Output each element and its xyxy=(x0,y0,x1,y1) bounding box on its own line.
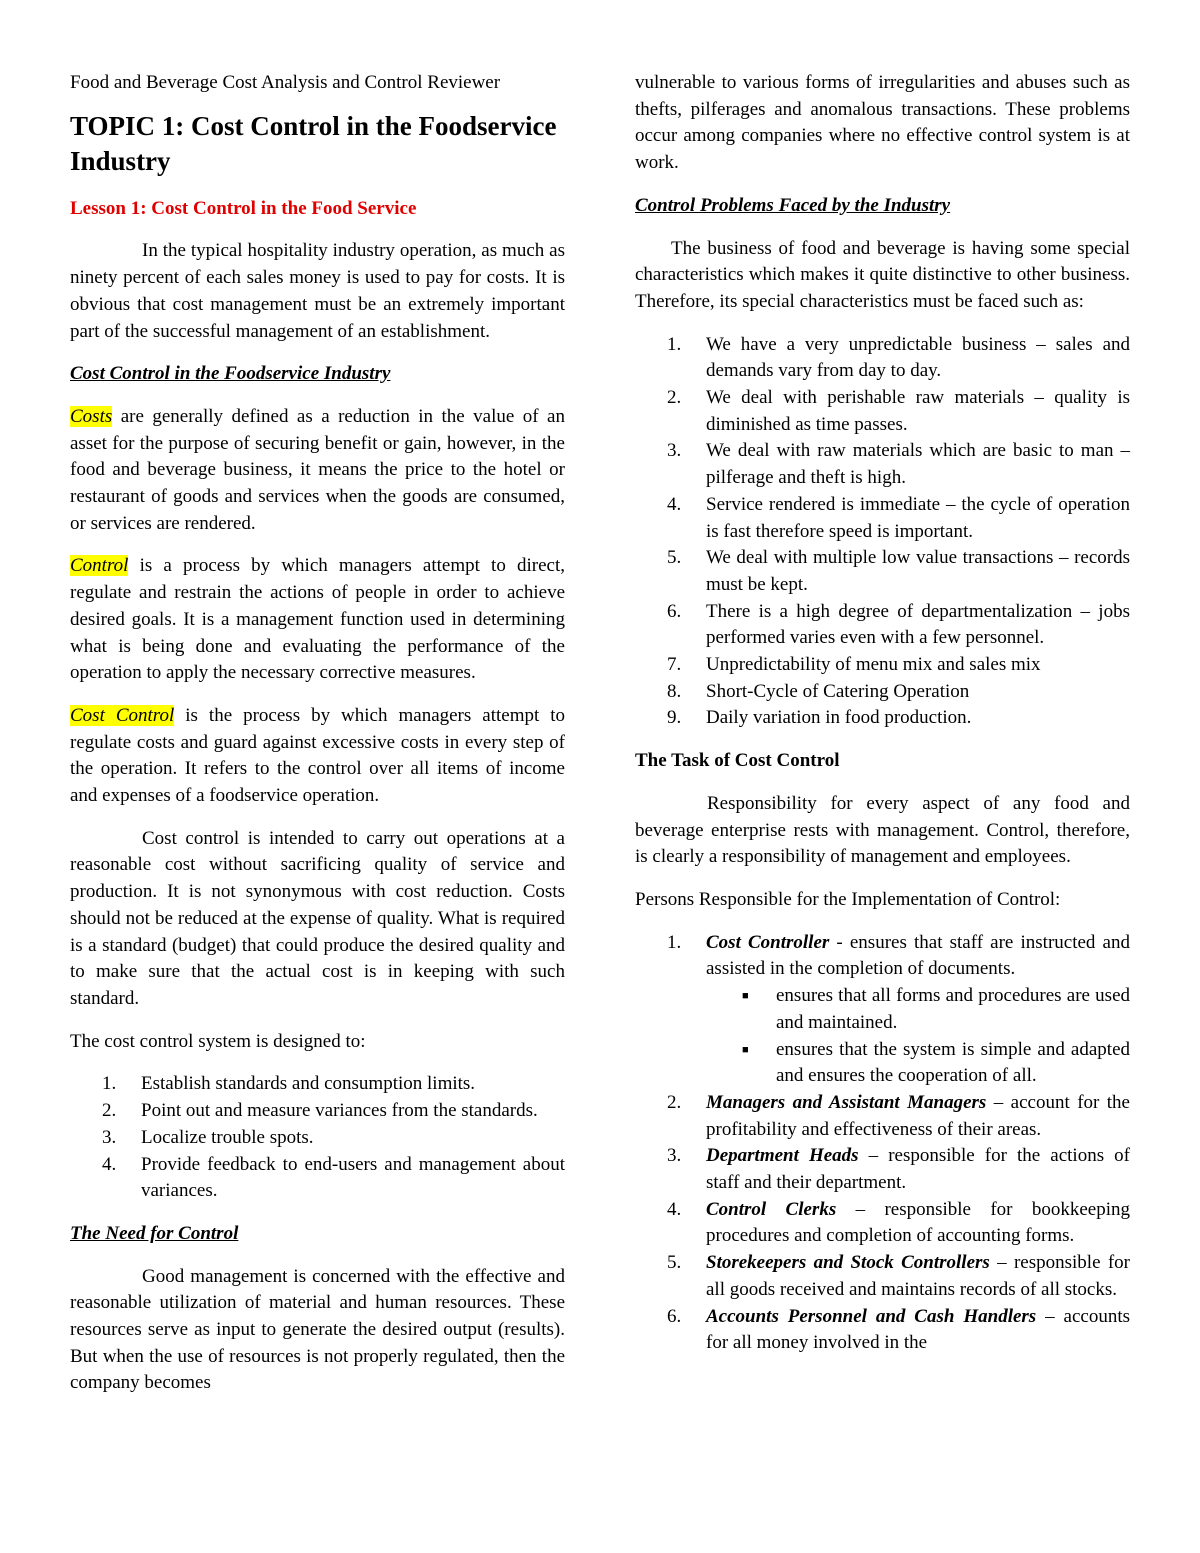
section-heading-task-of-cost-control: The Task of Cost Control xyxy=(635,750,840,772)
list-item: 6. Accounts Personnel and Cash Handlers – accounts for all money involved in the xyxy=(667,1305,1130,1354)
list-item: 4. Service rendered is immediate – the cycle of operation is fast therefore speed is important. xyxy=(667,493,1130,542)
cost-control-intended-paragraph: Cost control is intended to carry out operations at a reasonable cost without sacrificing quality of service and production. It is not synonymous with cost reduction. Costs should not be reduced at the expense of quality. What is required is a standard (budget) that could produce the desired quality and to make sure that the actual cost is in keeping with such standard. xyxy=(70,827,565,1009)
highlighted-term-cost-control: Cost Control xyxy=(70,704,175,726)
square-bullet-icon: ■ xyxy=(742,990,749,1003)
list-item: 9. Daily variation in food production. xyxy=(667,707,972,729)
problems-list xyxy=(635,332,1130,733)
definition-cost-control-text: is the process by which managers attempt to regulate costs and guard against excessive costs in every step of the operation. It refers to the control over all items of income and expenses of a foodservice operation. xyxy=(70,704,566,807)
list-item: 4. Provide feedback to end-users and management about variances. xyxy=(102,1153,565,1202)
need-paragraph-continued: vulnerable to various forms of irregularities and abuses such as thefts, pilferages and anomalous transactions. These problems occur among companies where no effective control system is at work. xyxy=(635,72,1130,174)
list-item: 3. Localize trouble spots. xyxy=(102,1126,314,1148)
left-column xyxy=(70,70,565,1397)
need-paragraph: Good management is concerned with the effective and reasonable utilization of material and human resources. These resources serve as input to generate the desired output (results). But when the use of resources is not properly regulated, then the company becomes xyxy=(70,1265,565,1394)
list-item: 2. Managers and Assistant Managers – account for the profitability and effectiveness of their areas. xyxy=(667,1091,1130,1140)
intro-paragraph: In the typical hospitality industry operation, as much as ninety percent of each sales money is used to pay for costs. It is obvious that cost management must be an extremely important part of the successful management of an establishment. xyxy=(70,240,565,342)
topic-heading: TOPIC 1: Cost Control in the Foodservice Industry xyxy=(70,110,557,176)
list-item: 2. Point out and measure variances from the standards. xyxy=(102,1100,538,1122)
definition-costs xyxy=(70,404,565,538)
system-designed-intro: The cost control system is designed to: xyxy=(70,1030,366,1052)
task-paragraph: Responsibility for every aspect of any food and beverage enterprise rests with management. Control, therefore, is clearly a responsibility of management and employees. xyxy=(635,792,1130,868)
list-item: 2. We deal with perishable raw materials – quality is diminished as time passes. xyxy=(667,387,1130,435)
system-goals-list xyxy=(70,1071,565,1205)
persons-intro: Persons Responsible for the Implementation of Control: xyxy=(635,888,1061,910)
cost-controller-bullets xyxy=(706,983,1130,1090)
list-item: 8. Short-Cycle of Catering Operation xyxy=(667,680,970,702)
square-bullet-icon: ■ xyxy=(742,1043,749,1056)
highlighted-term-costs: Costs xyxy=(70,405,113,427)
list-item: 1. Establish standards and consumption limits. xyxy=(102,1073,476,1095)
right-column xyxy=(635,70,1130,1373)
definition-control-text: is a process by which managers attempt to direct, regulate and restrain the actions of people in order to achieve desired goals. It is a management function used in determining what is being done and evaluating the performance of the operation to apply the necessary corrective measures. xyxy=(70,555,565,684)
problems-intro: The business of food and beverage is having some special characteristics which makes it quite distinctive to other business. Therefore, its special characteristics must be faced such as: xyxy=(635,237,1130,312)
bullet-item: ■ ensures that the system is simple and adapted and ensures the cooperation of all. xyxy=(742,1038,1130,1087)
bullet-item: ■ ensures that all forms and procedures are used and maintained. xyxy=(742,985,1130,1033)
definition-costs-text: are generally defined as a reduction in the value of an asset for the purpose of securing benefit or gain, however, in the food and beverage business, it means the price to the hotel or restaurant of goods and services when the goods are consumed, or services are rendered. xyxy=(70,405,565,534)
list-item: 1. We have a very unpredictable business – sales and demands vary from day to day. xyxy=(667,333,1130,382)
list-item: 7. Unpredictability of menu mix and sales mix xyxy=(667,654,1041,676)
list-item: 4. Control Clerks – responsible for bookkeeping procedures and completion of accounting forms. xyxy=(667,1198,1130,1247)
list-item: 3. We deal with raw materials which are basic to man – pilferage and theft is high. xyxy=(667,440,1130,489)
highlighted-term-control: Control xyxy=(70,555,129,577)
list-item: 6. There is a high degree of departmentalization – jobs performed varies even with a few personnel. xyxy=(667,600,1130,649)
lesson-heading: Lesson 1: Cost Control in the Food Service xyxy=(70,197,417,219)
definition-control xyxy=(70,553,565,687)
persons-list xyxy=(635,930,1130,1357)
section-heading-cost-control: Cost Control in the Foodservice Industry xyxy=(70,363,391,385)
section-heading-need-for-control: The Need for Control xyxy=(70,1222,239,1244)
section-heading-control-problems: Control Problems Faced by the Industry xyxy=(635,194,951,216)
list-item: 3. Department Heads – responsible for the actions of staff and their department. xyxy=(667,1145,1130,1194)
list-item: 5. We deal with multiple low value transactions – records must be kept. xyxy=(667,547,1130,595)
list-item: 5. Storekeepers and Stock Controllers – responsible for all goods received and maintains records of all stocks. xyxy=(667,1252,1130,1300)
list-item: 1. Cost Controller - ensures that staff are instructed and assisted in the completion of documents. ■ ensures that all forms and procedures are used and maintained. ■ ensures that the system is simple and adapted and ensures the cooperation of all. xyxy=(635,930,1130,1090)
definition-cost-control xyxy=(70,703,565,810)
document-title: Food and Beverage Cost Analysis and Control Reviewer xyxy=(70,72,501,93)
